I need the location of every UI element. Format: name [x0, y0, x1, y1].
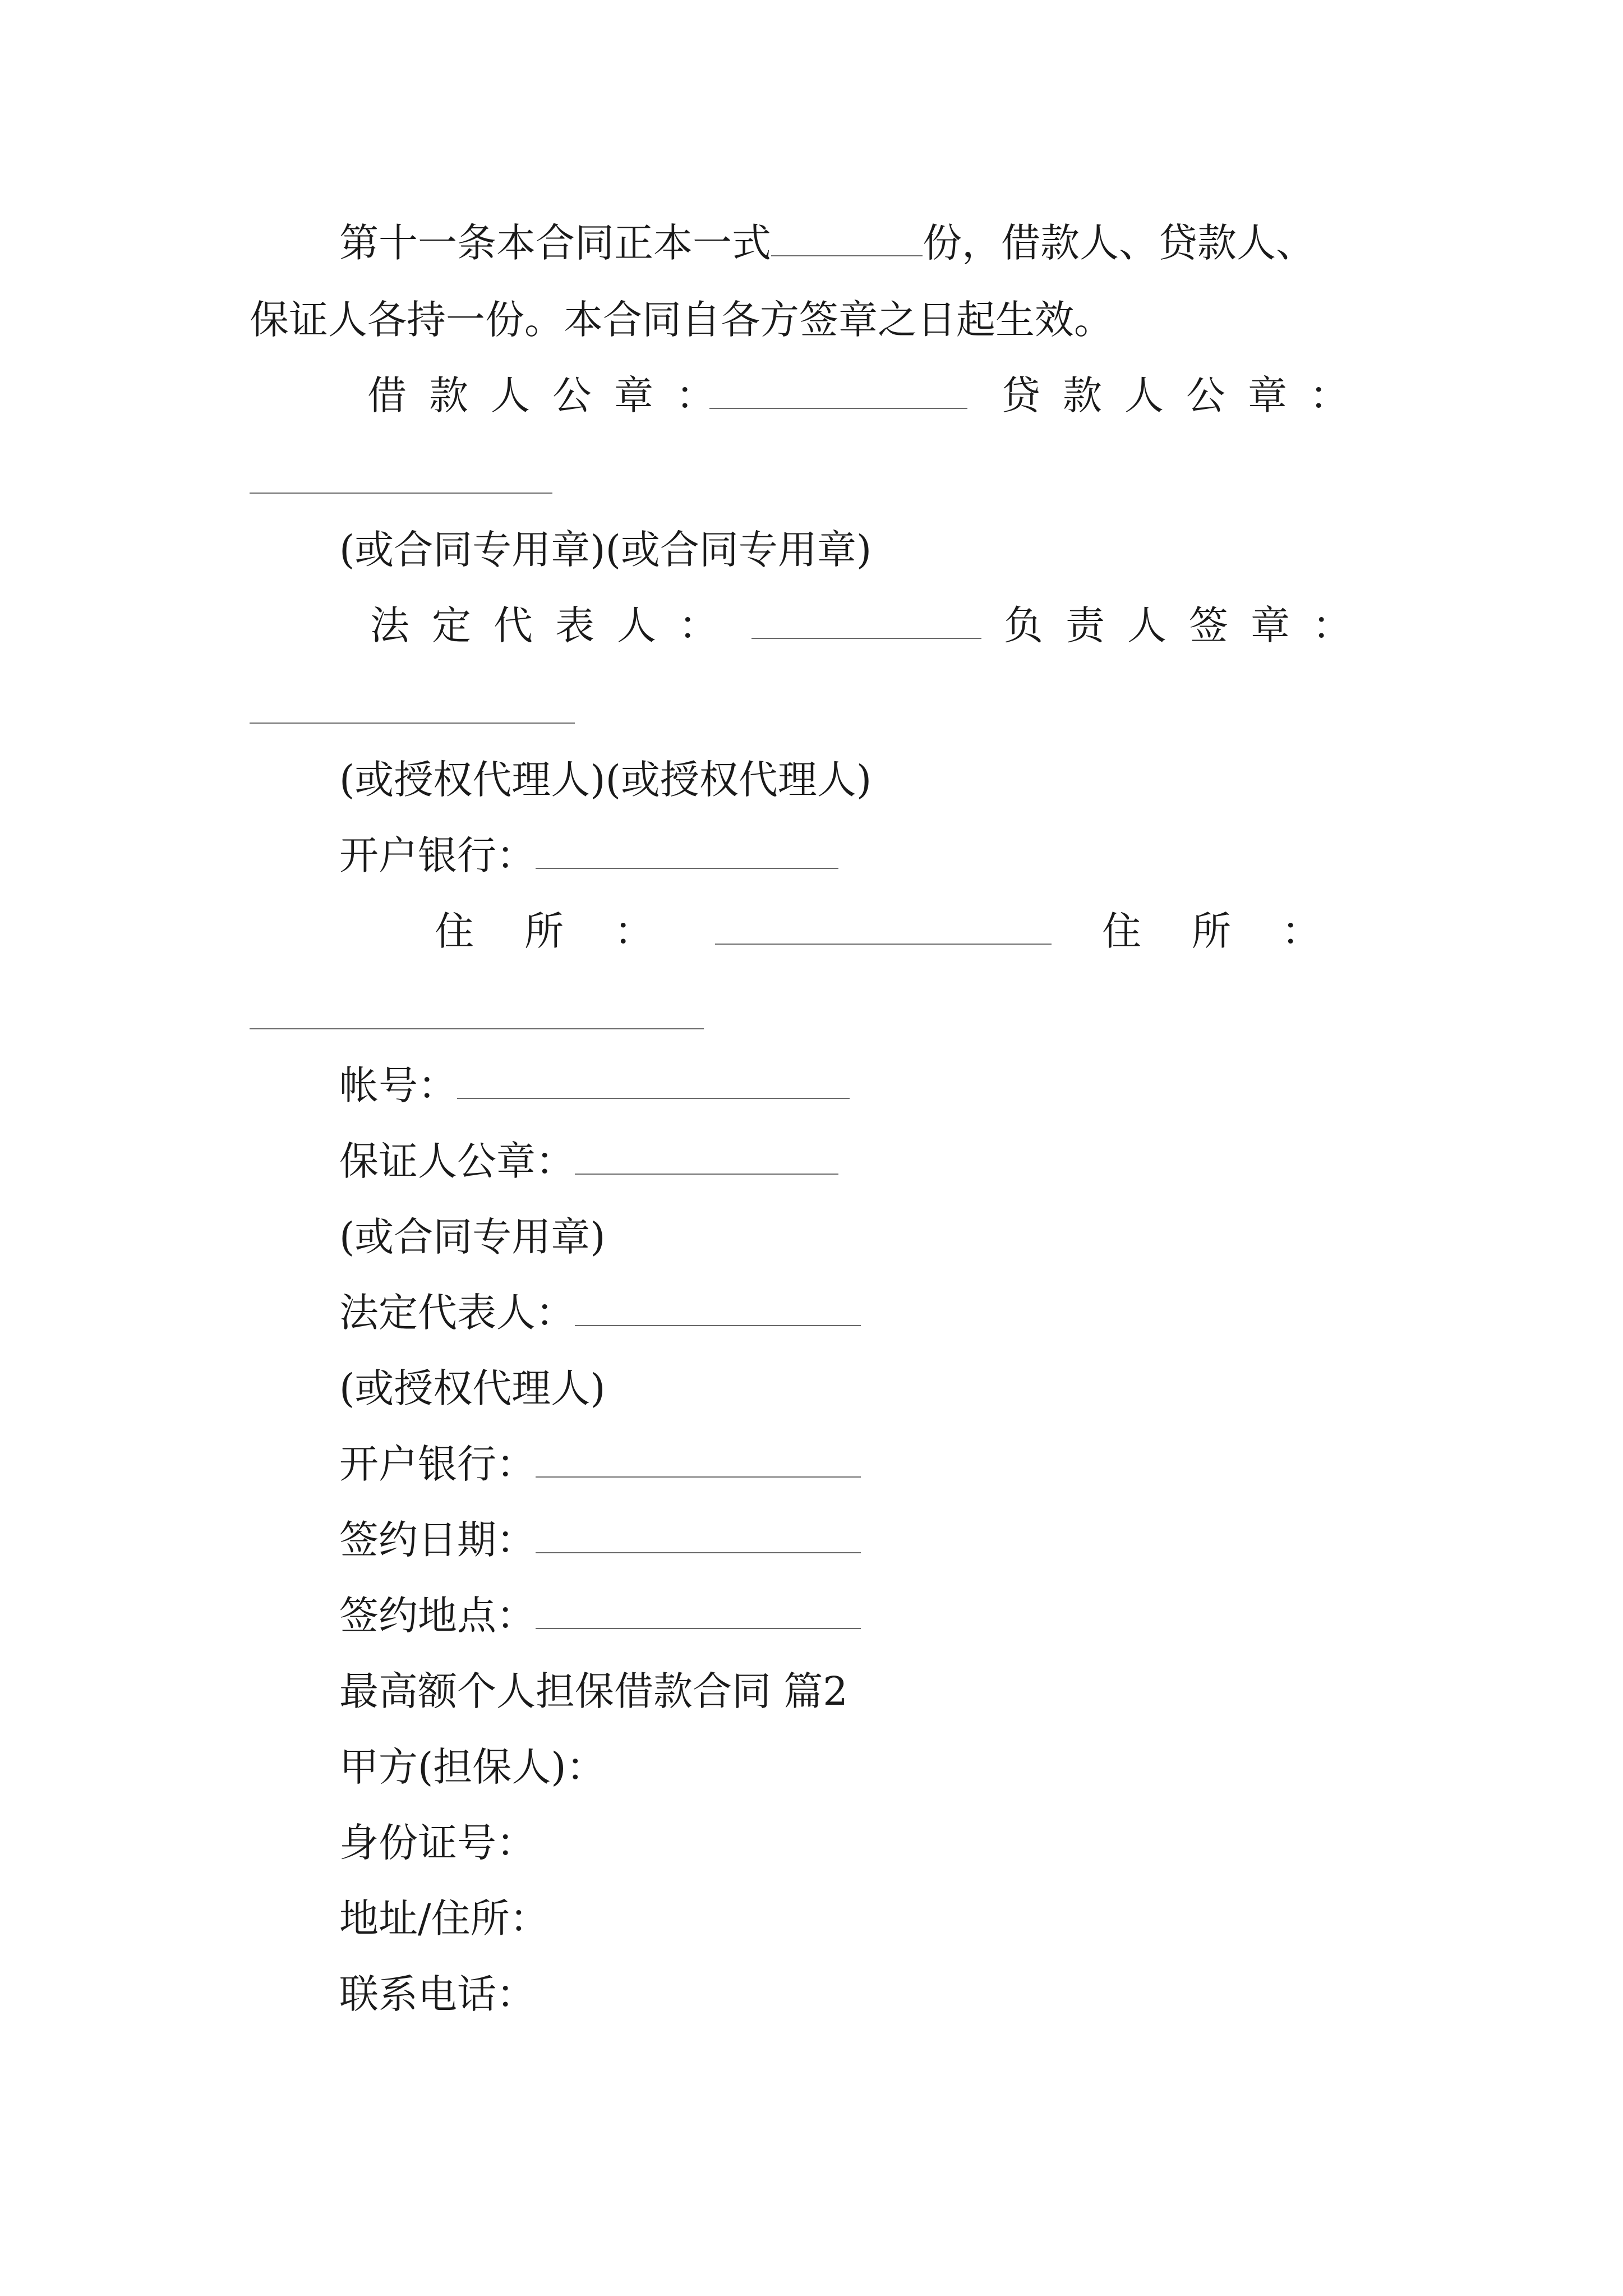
phone-label: 联系电话： [339, 1971, 536, 2017]
address-line [339, 1893, 549, 1944]
sign-place-label: 签约地点： [339, 1593, 536, 1639]
contract-seal-pair-line [339, 524, 872, 575]
guarantor-seal-blank [575, 1139, 838, 1175]
clause-11-line-1 [339, 218, 1315, 268]
account-blank [457, 1063, 850, 1099]
clause-11-text-a: 第十一条本合同正本一式 [339, 220, 771, 266]
responsible-sign-label: 负责人签章： [1004, 602, 1374, 648]
account-label: 帐号： [339, 1062, 457, 1108]
agent-single: (或授权代理人) [339, 1365, 606, 1411]
legal-rep-line [370, 600, 1374, 651]
residence-blank-1 [715, 909, 1052, 945]
borrower-seal-label-text: 借款人公章： [367, 372, 737, 418]
phone-line [339, 1969, 536, 2019]
bank-line-2 [339, 1439, 861, 1489]
contract-seal-pair: (或合同专用章)(或合同专用章) [339, 527, 872, 573]
contract-seal-single: (或合同专用章) [339, 1214, 606, 1260]
guarantor-seal-line [339, 1136, 838, 1186]
guarantor-seal-label: 保证人公章： [339, 1138, 575, 1184]
section-title-line [339, 1666, 848, 1717]
legal-rep-line-2 [339, 1287, 861, 1338]
bank-blank-1 [536, 833, 838, 869]
residence-label-1: 住所： [435, 908, 704, 954]
lender-seal-label: 贷款人公章： [1001, 372, 1371, 418]
legal-rep-blank [751, 603, 981, 639]
id-line [339, 1818, 536, 1868]
address-label: 地址/住所： [339, 1895, 549, 1941]
agent-pair: (或授权代理人)(或授权代理人) [339, 757, 872, 803]
residence-line [435, 906, 1371, 956]
residence-blank-2 [250, 1028, 704, 1029]
section-title: 最高额个人担保借款合同 篇2 [339, 1668, 848, 1714]
seal-line [367, 370, 1371, 421]
legal-rep-label-2: 法定代表人： [339, 1290, 575, 1336]
responsible-sign-blank [250, 723, 575, 724]
copies-blank [771, 220, 923, 256]
sign-date-label: 签约日期： [339, 1517, 536, 1563]
bank-line-1 [339, 830, 838, 881]
borrower-seal-blank [709, 373, 967, 409]
contract-seal-single-line [339, 1212, 606, 1262]
legal-rep-label: 法定代表人： [370, 602, 740, 648]
legal-rep-blank-2 [575, 1290, 861, 1326]
sign-date-blank [536, 1517, 861, 1553]
residence-label-2: 住所： [1102, 908, 1371, 954]
party-a-line [339, 1742, 606, 1792]
sign-place-blank [536, 1593, 861, 1629]
lender-seal-blank [250, 493, 552, 494]
sign-place-line [339, 1590, 861, 1641]
party-a-label: 甲方(担保人)： [339, 1744, 606, 1790]
agent-pair-line [339, 754, 872, 805]
bank-label-2: 开户银行： [339, 1441, 536, 1487]
clause-11-text-c: 保证人各持一份。本合同自各方签章之日起生效。 [250, 297, 1113, 343]
clause-11-text-b: 份，借款人、贷款人、 [923, 220, 1315, 266]
clause-11-line-2 [250, 295, 1113, 345]
bank-blank-2 [536, 1442, 861, 1478]
id-label: 身份证号： [339, 1820, 536, 1866]
bank-label-1: 开户银行： [339, 832, 536, 878]
borrower-seal-label [367, 370, 737, 421]
account-line [339, 1060, 850, 1111]
sign-date-line [339, 1515, 861, 1565]
agent-single-line [339, 1363, 606, 1414]
